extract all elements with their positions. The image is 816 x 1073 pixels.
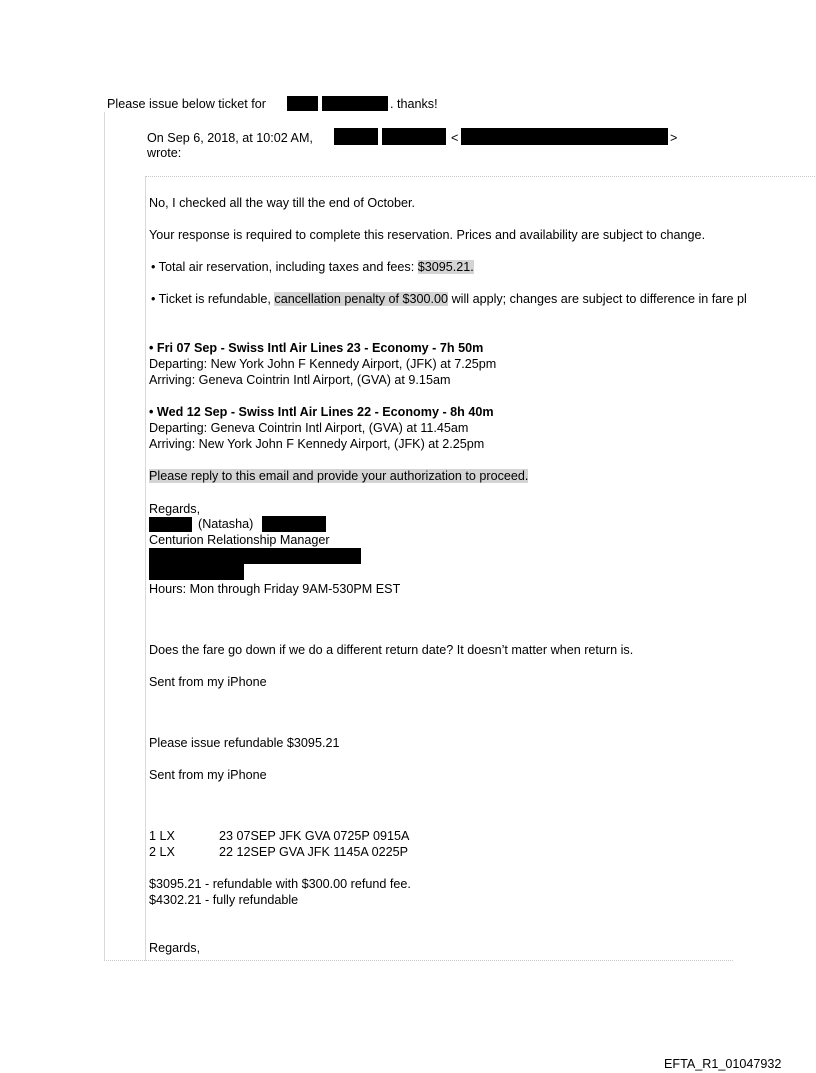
itinerary-row-1-detail: 23 07SEP JFK GVA 0725P 0915A (219, 829, 410, 843)
body-line-october: No, I checked all the way till the end of October. (149, 196, 416, 210)
redacted-agent-first (149, 517, 192, 532)
flight-1-departing: Departing: New York John F Kennedy Airport, (JFK) at 7.25pm (149, 357, 497, 371)
bullet-refundable-suffix: will apply; changes are subject to difference in fare pl (451, 292, 747, 306)
reply-request (149, 469, 528, 484)
signature-title: Centurion Relationship Manager (149, 533, 330, 547)
redacted-last-name (322, 96, 388, 111)
penalty-highlight: cancellation penalty of $300.00 (274, 292, 449, 306)
closing-regards: Regards, (149, 941, 201, 955)
fare-option-2: $4302.21 - fully refundable (149, 893, 299, 907)
sent-from-iphone-2: Sent from my iPhone (149, 768, 267, 782)
total-amount-highlight: $3095.21. (417, 260, 474, 274)
redacted-contact-line-2 (149, 564, 244, 580)
email-open-bracket: < (451, 131, 459, 145)
issue-refundable-request: Please issue refundable $3095.21 (149, 736, 340, 750)
signature-regards: Regards, (149, 502, 201, 516)
quote-header-date: On Sep 6, 2018, at 10:02 AM, (147, 131, 313, 145)
signature-nickname: (Natasha) (198, 517, 254, 531)
bullet-refundable (151, 292, 747, 307)
document-id-footer: EFTA_R1_01047932 (664, 1057, 782, 1071)
redacted-sender-email (461, 128, 668, 145)
reply-request-highlight: Please reply to this email and provide your authorization to proceed. (149, 469, 529, 483)
flight-2-departing: Departing: Geneva Cointrin Intl Airport, (GVA) at 11.45am (149, 421, 469, 435)
bullet-total-label: • Total air reservation, including taxes and fees: (151, 260, 415, 274)
itinerary-row-2 (149, 845, 175, 860)
itinerary-carrier: LX (159, 845, 175, 859)
top-line-prefix: Please issue below ticket for (107, 97, 266, 111)
flight-1-arriving: Arriving: Geneva Cointrin Intl Airport, (GVA) at 9.15am (149, 373, 451, 387)
body-line-response-required: Your response is required to complete this reservation. Prices and availability are subject to change. (149, 228, 706, 242)
itinerary-num: 2 (149, 845, 157, 859)
itinerary-row-2-detail: 22 12SEP GVA JFK 1145A 0225P (219, 845, 409, 859)
email-close-bracket: > (670, 131, 678, 145)
redacted-agent-last (262, 516, 326, 532)
fare-option-1: $3095.21 - refundable with $300.00 refund fee. (149, 877, 411, 891)
quote-header-wrote: wrote: (147, 146, 182, 160)
redacted-contact-line-1 (149, 548, 361, 564)
fare-question: Does the fare go down if we do a different return date? It doesn’t matter when return is. (149, 643, 634, 657)
top-line-suffix: . thanks! (390, 97, 438, 111)
bullet-total-reservation (151, 260, 474, 275)
redacted-first-name (287, 96, 318, 111)
bullet-refundable-label: • Ticket is refundable, (151, 292, 271, 306)
flight-2-arriving: Arriving: New York John F Kennedy Airport, (JFK) at 2.25pm (149, 437, 485, 451)
redacted-sender-last (382, 128, 446, 145)
top-line (107, 97, 266, 112)
redacted-sender-first (334, 128, 378, 145)
itinerary-num: 1 (149, 829, 157, 843)
itinerary-row-1 (149, 829, 175, 844)
signature-hours: Hours: Mon through Friday 9AM-530PM EST (149, 582, 401, 596)
flight-2-heading: • Wed 12 Sep - Swiss Intl Air Lines 22 - Economy - 8h 40m (149, 405, 494, 419)
sent-from-iphone-1: Sent from my iPhone (149, 675, 267, 689)
flight-1-heading: • Fri 07 Sep - Swiss Intl Air Lines 23 - Economy - 7h 50m (149, 341, 484, 355)
itinerary-carrier: LX (159, 829, 175, 843)
